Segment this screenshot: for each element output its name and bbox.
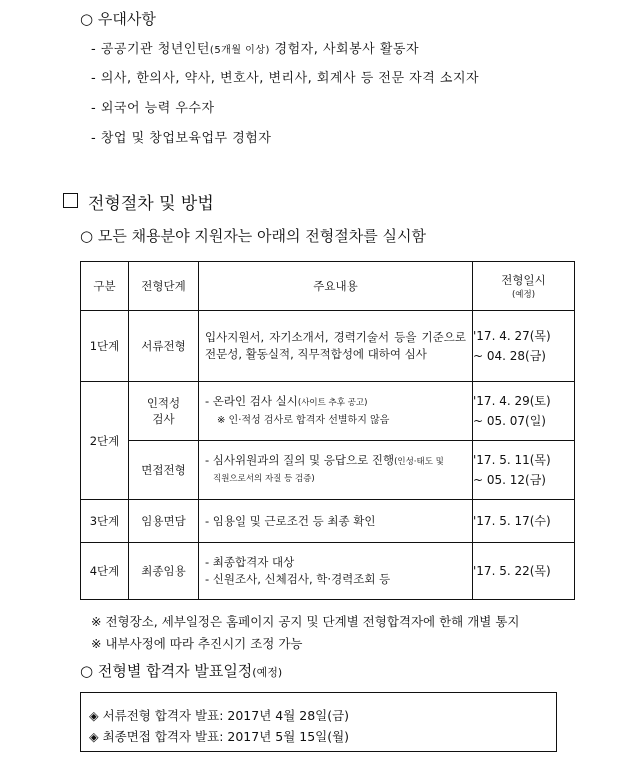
content-cell: - 임용일 및 근로조건 등 최종 확인 <box>199 500 473 543</box>
table-header-row <box>81 262 575 311</box>
date-cell: '17. 4. 29(토) ~ 05. 07(일) <box>473 382 575 441</box>
section-title: 전형절차 및 방법 <box>88 194 214 214</box>
header-content: 주요내용 <box>199 262 473 311</box>
table-row <box>81 543 575 600</box>
procedure-table <box>80 261 575 600</box>
table-row <box>81 382 575 441</box>
header-date: 전형일시 (예정) <box>473 262 575 311</box>
step-cell: 서류전형 <box>129 311 199 382</box>
stage-cell: 4단계 <box>81 543 129 600</box>
preference-item: - 공공기관 청년인턴(5개월 이상) 경험자, 사회봉사 활동자 <box>91 42 420 57</box>
stage-cell: 2단계 <box>81 382 129 500</box>
preferences-heading: ○ 우대사항 <box>80 10 156 28</box>
announcement-line: ◈ 서류전형 합격자 발표: 2017년 4월 28일(금) <box>89 708 350 723</box>
date-cell: '17. 5. 11(목) ~ 05. 12(금) <box>473 441 575 500</box>
date-cell: '17. 5. 22(목) <box>473 543 575 600</box>
table-row <box>81 311 575 382</box>
step-cell: 임용면담 <box>129 500 199 543</box>
step-cell: 면접전형 <box>129 441 199 500</box>
table-row <box>81 500 575 543</box>
preference-item: - 의사, 한의사, 약사, 변호사, 변리사, 회계사 등 전문 자격 소지자 <box>91 71 480 86</box>
step-cell: 인적성 검사 <box>129 382 199 441</box>
table-row <box>81 441 575 500</box>
preference-item: - 창업 및 창업보육업무 경험자 <box>91 131 272 146</box>
announcement-box <box>80 692 557 752</box>
header-stage: 구분 <box>81 262 129 311</box>
stage-cell: 1단계 <box>81 311 129 382</box>
date-cell: '17. 4. 27(목) ~ 04. 28(금) <box>473 311 575 382</box>
content-cell: 입사지원서, 자기소개서, 경력기술서 등을 기준으로 전문성, 활동실적, 직무적합성에 대하여 심사 <box>199 311 473 382</box>
procedure-intro: ○ 모든 채용분야 지원자는 아래의 전형절차를 실시함 <box>80 227 426 245</box>
content-cell: - 최종합격자 대상 - 신원조사, 신체검사, 학·경력조회 등 <box>199 543 473 600</box>
stage-cell: 3단계 <box>81 500 129 543</box>
step-cell: 최종임용 <box>129 543 199 600</box>
announcement-line: ◈ 최종면접 합격자 발표: 2017년 5월 15일(월) <box>89 729 350 744</box>
header-step: 전형단계 <box>129 262 199 311</box>
note: ※ 전형장소, 세부일정은 홈페이지 공지 및 단계별 전형합격자에 한해 개별 통지 <box>91 614 520 629</box>
content-cell: - 심사위원과의 질의 및 응답으로 진행(인성·태도 및 직원으로서의 자질 등 검증) <box>199 441 473 500</box>
content-cell: - 온라인 검사 실시(사이트 추후 공고) ※ 인·적성 검사로 합격자 선별하지 않음 <box>199 382 473 441</box>
announcement-heading: ○ 전형별 합격자 발표일정(예정) <box>80 662 283 680</box>
date-cell: '17. 5. 17(수) <box>473 500 575 543</box>
preference-item: - 외국어 능력 우수자 <box>91 101 215 116</box>
checkbox-square-icon <box>63 193 78 208</box>
note: ※ 내부사정에 따라 추진시기 조정 가능 <box>91 636 303 651</box>
